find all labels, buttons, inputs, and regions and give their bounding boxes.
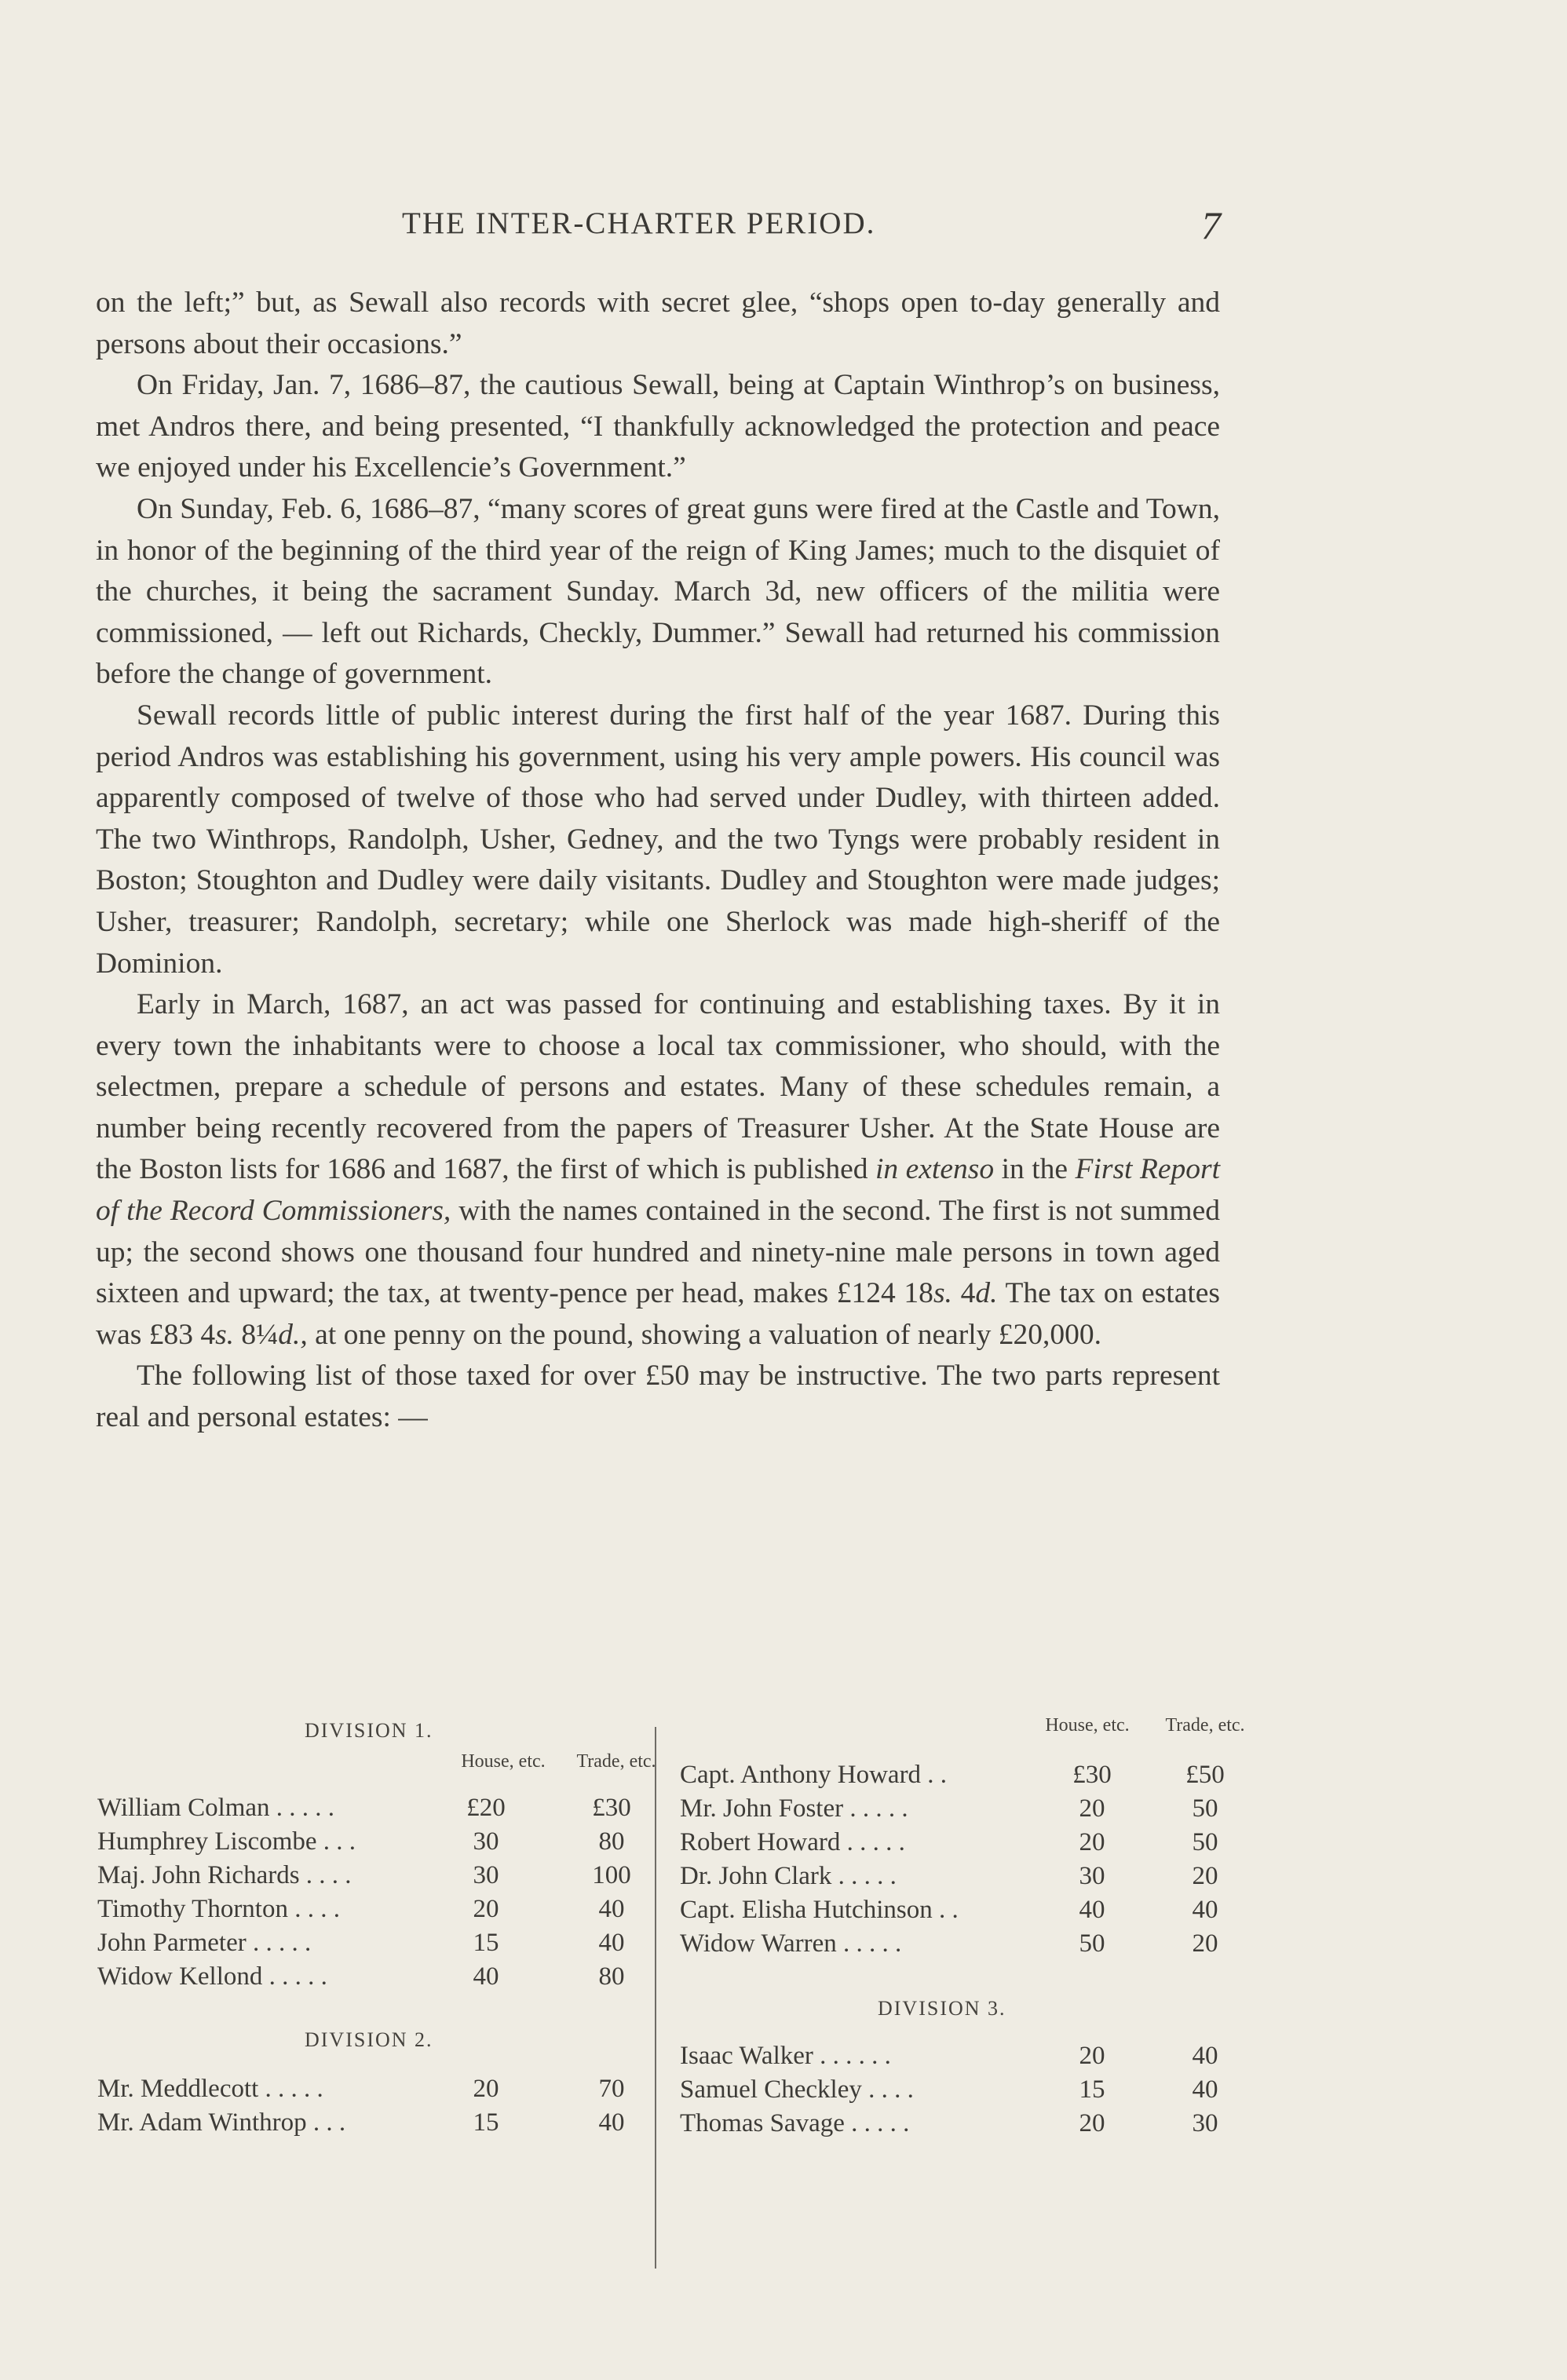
paragraph: The following list of those taxed for over £50 may be instructive. The two parts represent real and personal estates: — [96,1360,1220,1434]
running-title: THE INTER-CHARTER PERIOD. [402,206,876,240]
trade-value: 80 [598,1962,625,1991]
table-row [97,1859,647,1892]
trade-value: 40 [598,1895,625,1923]
paragraph: Sewall records little of public interest during the first half of the year 1687. During this period Andros was establishing his government, using his very ample powers. His council was apparently composed of twelve of those who had served under Dudley, with thirteen added. The two Winthrops, Randolph, Usher, Gedney, and the two Tyngs were probably resident in Boston; Stoughton and Dudley were daily visitants. Dudley and Stoughton were made judges; Usher, treasurer; Randolph, secretary; while one Sherlock was made high-sheriff of the Dominion. [96,699,1220,980]
trade-value: 40 [1192,2075,1218,2104]
right-house-column-header: House, etc. [1045,1715,1130,1736]
taxpayer-name: Isaac Walker . . . . . . [680,2042,891,2070]
body-text [96,283,1220,1439]
house-value: 20 [473,2075,499,2103]
house-value: £30 [1072,1761,1112,1789]
trade-value: 70 [598,2075,625,2103]
table-row [680,1792,1229,1825]
running-head [0,203,1567,247]
trade-value: 40 [1192,2042,1218,2070]
house-value: 30 [473,1861,499,1889]
taxpayer-name: Capt. Elisha Hutchinson . . [680,1896,959,1924]
table-row [680,1893,1229,1926]
trade-value: 50 [1192,1828,1218,1856]
table-row [680,1758,1229,1791]
house-value: 20 [1079,1828,1105,1856]
paragraph [96,984,1220,1356]
text-run: 8¼ [234,1318,279,1351]
trade-value: £50 [1185,1761,1225,1789]
italic-run: d. [975,1277,998,1310]
trade-value: 80 [598,1827,625,1856]
left-house-column-header: House, etc. [461,1751,546,1772]
italic-run: s. [215,1318,235,1351]
house-value: 20 [473,1895,499,1923]
taxpayer-name: Mr. John Foster . . . . . [680,1794,908,1823]
tax-table [0,1703,1567,2143]
taxpayer-name: Widow Warren . . . . . [680,1929,902,1958]
taxpayer-name: Humphrey Liscombe . . . [97,1827,356,1856]
table-row [680,2039,1229,2072]
house-value: 20 [1079,2109,1105,2137]
text-run: at one penny on the pound, showing a valuation of nearly £20,000. [307,1318,1102,1351]
trade-value: 40 [1192,1896,1218,1924]
taxpayer-name: Widow Kellond . . . . . [97,1962,327,1991]
trade-value: 40 [598,1929,625,1957]
house-value: 30 [1079,1862,1105,1890]
house-value: 15 [1079,2075,1105,2104]
taxpayer-name: Maj. John Richards . . . . [97,1861,352,1889]
table-row [680,1927,1229,1960]
house-value: 50 [1079,1929,1105,1958]
taxpayer-name: Mr. Meddlecott . . . . . [97,2075,323,2103]
division-3-heading: DIVISION 3. [878,1997,1006,2020]
column-divider [655,1727,656,2269]
paragraph: On Sunday, Feb. 6, 1686–87, “many scores of great guns were fired at the Castle and Town, in honor of the beginning of the third year of the reign of King James; much to the disquiet of the churches, it being the sacrament Sunday. March 3d, new officers of the militia were commissioned, — left out Richards, Checkly, Dummer.” Sewall had returned his commission before the change of government. [96,492,1220,691]
right-trade-column-header: Trade, etc. [1165,1715,1245,1736]
table-row [97,2072,647,2105]
text-run: The tax on estates was £83 4 [96,1277,1220,1351]
house-value: 20 [1079,2042,1105,2070]
division-2-heading: DIVISION 2. [305,2028,433,2051]
taxpayer-name: Timothy Thornton . . . . [97,1895,340,1923]
table-row [680,2073,1229,2106]
table-row [680,2107,1229,2140]
italic-run: First Report of the Record Commissioners, [96,1153,1221,1228]
taxpayer-name: Capt. Anthony Howard . . [680,1761,948,1789]
trade-value: 100 [592,1861,631,1889]
division-1-heading: DIVISION 1. [305,1719,433,1742]
taxpayer-name: Thomas Savage . . . . . [680,2109,910,2137]
trade-value: 50 [1192,1794,1218,1823]
table-row [97,1960,647,1993]
paragraph: On Friday, Jan. 7, 1686–87, the cautious Sewall, being at Captain Winthrop’s on business, met Andros there, and being presented, “I thankfully acknowledged the protection and peace we enjoyed under his Excellencie’s Government.” [96,369,1220,484]
italic-run: in extenso [875,1153,995,1186]
trade-value: 30 [1192,2109,1218,2137]
house-value: 40 [473,1962,499,1991]
italic-run: d., [278,1318,308,1351]
italic-run: s. [933,1277,952,1310]
taxpayer-name: Dr. John Clark . . . . . [680,1862,897,1890]
taxpayer-name: John Parmeter . . . . . [97,1929,312,1957]
taxpayer-name: Samuel Checkley . . . . [680,2075,914,2104]
text-run: in the [994,1153,1076,1186]
house-value: £20 [466,1794,506,1822]
trade-value: 20 [1192,1862,1218,1890]
table-row [97,1791,647,1824]
house-value: 40 [1079,1896,1105,1924]
text-run: 4 [952,1277,976,1310]
taxpayer-name: Robert Howard . . . . . [680,1828,905,1856]
taxpayer-name: Mr. Adam Winthrop . . . [97,2108,346,2137]
left-trade-column-header: Trade, etc. [576,1751,656,1772]
house-value: 15 [473,2108,499,2137]
taxpayer-name: William Colman . . . . . [97,1794,335,1822]
house-value: 20 [1079,1794,1105,1823]
table-row [680,1860,1229,1893]
table-row [97,1893,647,1926]
page-number: 7 [1201,203,1221,247]
house-value: 30 [473,1827,499,1856]
trade-value: £30 [592,1794,631,1822]
table-row [97,1825,647,1858]
table-row [97,2106,647,2139]
table-row [680,1826,1229,1859]
text-run: with the names contained in the second. The first is not summed up; the second shows one thousand four hundred and ninety-nine male persons in town aged sixteen and upward; the tax, at twenty-pence per head, makes £124 18 [96,1195,1220,1310]
table-row [97,1926,647,1959]
trade-value: 20 [1192,1929,1218,1958]
text-run: Early in March, 1687, an act was passed for continuing and establishing taxes. By it in every town the inhabitants were to choose a local tax commissioner, who should, with the selectmen, prepare a schedule of persons and estates. Many of these schedules remain, a number being recently recovered from the papers of Treasurer Usher. At the State House are the Boston lists for 1686 and 1687, the first of which is published [96,988,1220,1186]
trade-value: 40 [598,2108,625,2137]
paragraph: on the left;” but, as Sewall also records with secret glee, “shops open to-day generally and persons about their occasions.” [96,287,1220,360]
house-value: 15 [473,1929,499,1957]
